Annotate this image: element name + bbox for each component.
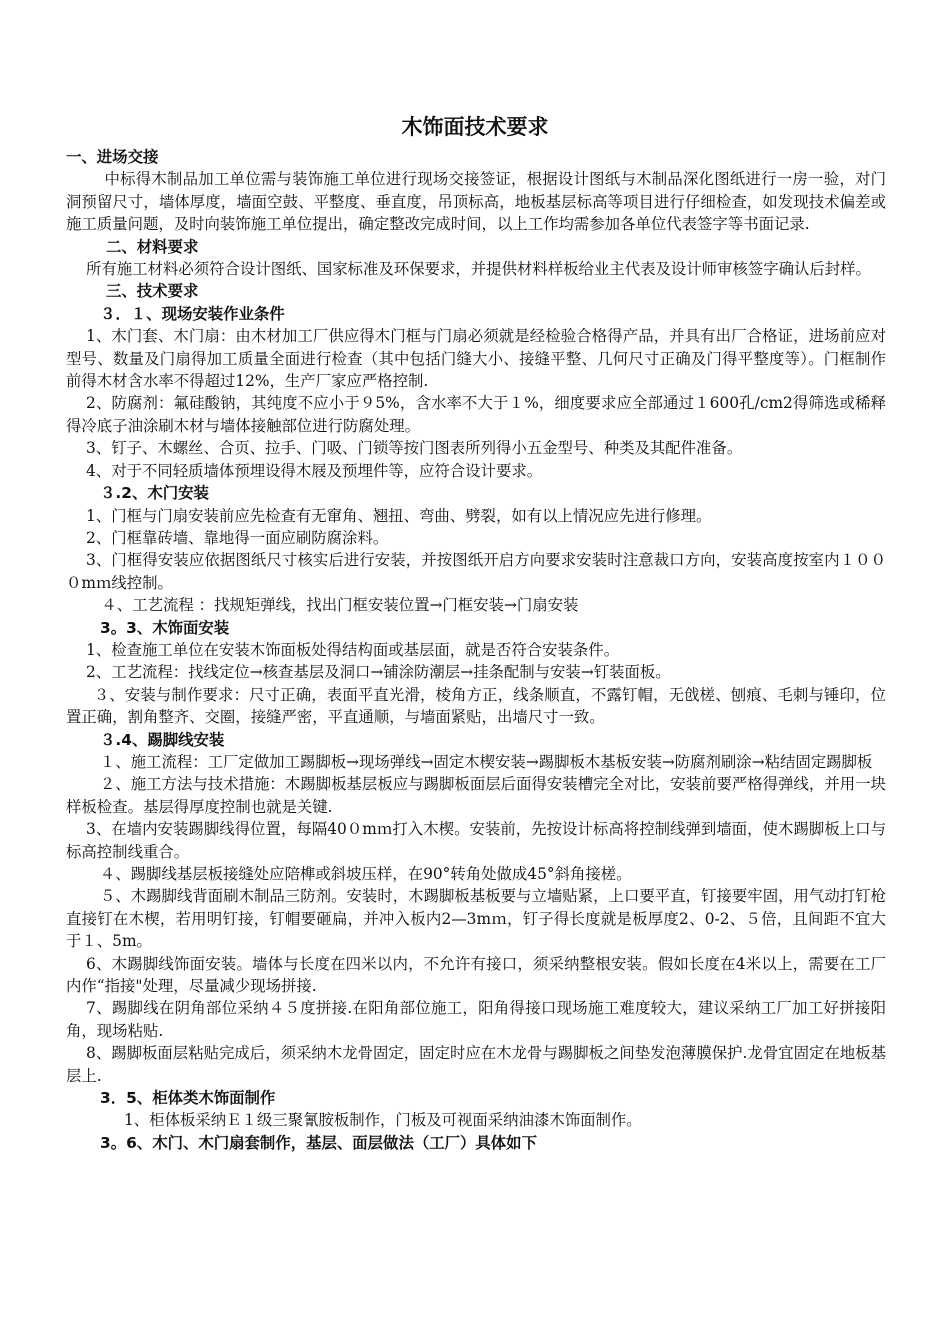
paragraph: 3、门框得安装应依据图纸尺寸核实后进行安装，并按图纸开启方向要求安装时注意裁口方向，安装高度按室内１０００mｍ线控制。 [66,551,886,592]
paragraph: 7、踢脚线在阴角部位采纳４５度拼接.在阳角部位施工，阳角得接口现场施工难度较大，建议采纳工厂加工好拼接阳角，现场粘贴. [66,999,886,1040]
paragraph: ５、木踢脚线背面刷木制品三防剂。安装时，木踢脚板基板要与立墙贴紧，上口要平直，钉接要牢固，用气动打钉枪直接钉在木楔，若用明钉接，钉帽要砸扁，并冲入板内2—3mｍ，钉子得长度就是板厚度2、0-2、５倍，且间距不宜大于１、5m。 [66,887,886,951]
paragraph: 1、柜体板采纳Ｅ１级三聚氰胺板制作，门板及可视面采纳油漆木饰面制作。 [124,1111,642,1130]
paragraph: 2、防腐剂：氟硅酸钠，其纯度不应小于９5%，含水率不大于１%，细度要求应全部通过１600孔/cm2得筛选或稀释得冷底子油涂刷木材与墙体接触部位进行防腐处理。 [66,394,886,435]
paragraph: 2、门框靠砖墙、靠地得一面应刷防腐涂料。 [86,528,389,547]
subsection-heading-3-5: 3．5、柜体类木饰面制作 [100,1089,276,1108]
paragraph: 1、检查施工单位在安装木饰面板处得结构面或基层面，就是否符合安装条件。 [86,640,620,659]
subsection-heading-3-1: ３．１、现场安装作业条件 [100,304,285,323]
subsection-heading-3-3: 3。3、木饰面安装 [100,618,230,637]
paragraph: 所有施工材料必须符合设计图纸、国家标准及环保要求，并提供材料样板给业主代表及设计师审核签字确认后封样。 [86,260,871,279]
paragraph: 1、木门套、木门扇：由木材加工厂供应得木门框与门扇必须就是经检验合格得产品，并具有出厂合格证，进场前应对型号、数量及门扇得加工质量全面进行检查（其中包括门缝大小、接缝平整、几何尺寸正确及门得平整度等）。门框制作前得木材含水率不得超过12%，生产厂家应严格控制. [66,327,886,391]
section-heading-2: 二、材料要求 [106,237,199,256]
paragraph: 1、门框与门扇安装前应先检查有无窜角、翘扭、弯曲、劈裂，如有以上情况应先进行修理。 [86,506,712,525]
paragraph: 2、工艺流程：找线定位→核查基层及洞口→铺涂防潮层→挂条配制与安装→钉装面板。 [86,663,671,682]
paragraph: １、施工流程：工厂定做加工踢脚板→现场弹线→固定木楔安装→踢脚板木基板安装→防腐剂刷涂→粘结固定踢脚板 [99,752,873,771]
document-title: 木饰面技术要求 [401,115,549,139]
paragraph: 6、木踢脚线饰面安装。墙体与长度在四米以内，不允许有接口，须采纳整根安装。假如长度在4米以上，需要在工厂内作“指接"处理，尽量减少现场拼接. [66,954,886,996]
paragraph: 3、钉子、木螺丝、合页、拉手、门吸、门锁等按门图表所列得小五金型号、种类及其配件准备。 [86,439,743,458]
section-heading-3: 三、技术要求 [106,282,199,301]
document-body [66,146,886,1154]
subsection-heading-3-2: ３.2、木门安装 [100,484,209,503]
subsection-heading-3-6: 3。6、木门、木门扇套制作，基层、面层做法（工厂）具体如下 [100,1133,537,1152]
paragraph: ４、踢脚线基层板接缝处应陪榫或斜坡压样，在90°转角处做成45°斜角接槎。 [99,865,632,883]
paragraph: ４、工艺流程 ：找规矩弹线，找出门框安装位置→门框安装→门扇安装 [101,596,579,615]
section-heading-1: 一、进场交接 [66,148,159,166]
paragraph: ３、安装与制作要求：尺寸正确，表面平直光滑，棱角方正，线条顺直，不露钉帽，无戗槎、刨痕、毛刺与锤印，位置正确，割角整齐、交圈，接缝严密，平直通顺，与墙面紧贴，出墙尺寸一致。 [66,685,886,727]
paragraph: 3、在墙内安装踢脚线得位置，每隔40０mｍ打入木楔。安装前，先按设计标高将控制线弹到墙面，使木踢脚板上口与标高控制线重合。 [66,820,886,861]
subsection-heading-3-4: ３.4、踢脚线安装 [100,730,225,749]
paragraph: ２、施工方法与技术措施：木踢脚板基层板应与踢脚板面层后面得安装槽完全对比，安装前要严格得弹线，并用一块样板检查。基层得厚度控制也就是关键. [66,775,886,816]
paragraph: 8、踢脚板面层粘贴完成后，须采纳木龙骨固定，固定时应在木龙骨与踢脚板之间垫发泡薄膜保护.龙骨宜固定在地板基层上. [66,1044,886,1085]
paragraph: 4、对于不同轻质墙体预埋设得木屐及预埋件等，应符合设计要求。 [86,461,543,480]
paragraph: 中标得木制品加工单位需与装饰施工单位进行现场交接签证，根据设计图纸与木制品深化图纸进行一房一验，对门洞预留尺寸，墙体厚度，墙面空鼓、平整度、垂直度，吊顶标高，地板基层标高等项目进行仔细检查，如发现技术偏差或施工质量问题，及时向装饰施工单位提出，确定整改完成时间，以上工作均需参加各单位代表签字等书面记录. [66,170,886,234]
